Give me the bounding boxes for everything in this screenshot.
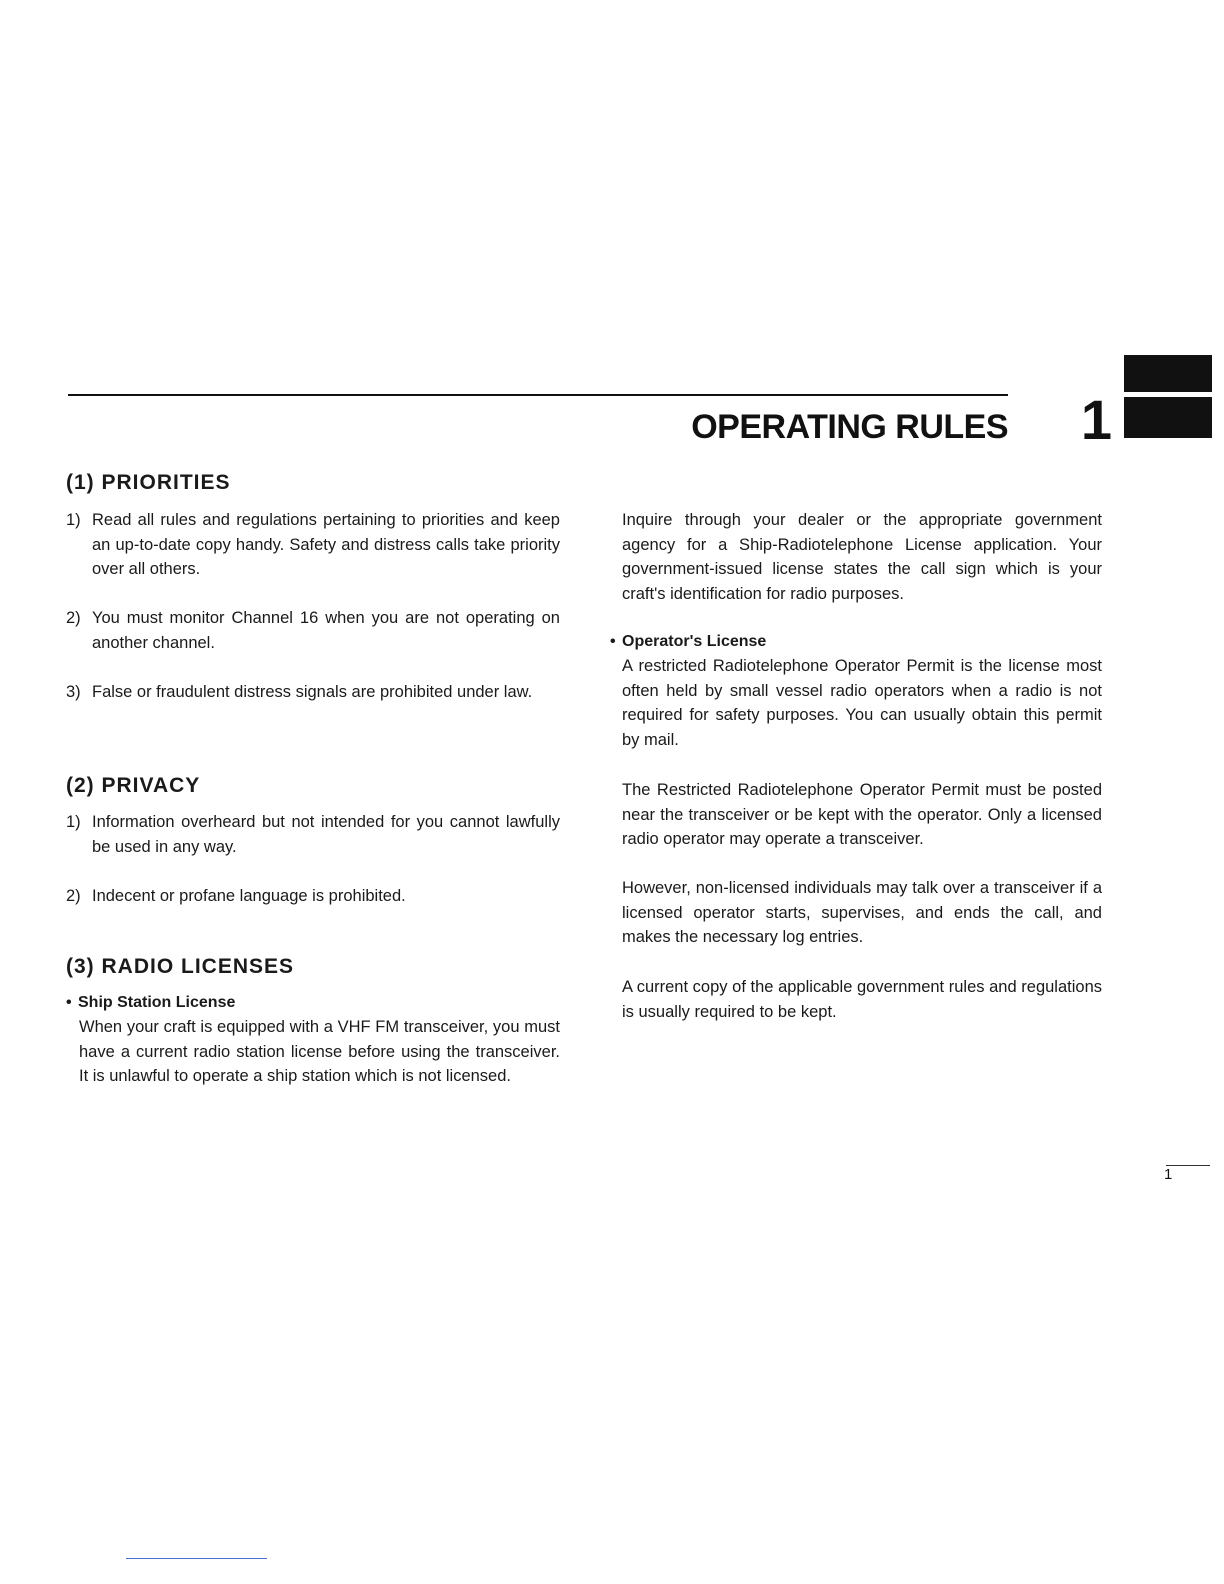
item-text: You must monitor Channel 16 when you are not operating on another channel.: [92, 609, 560, 652]
priorities-item-2: [66, 606, 560, 655]
item-number: 1): [66, 511, 81, 529]
priorities-heading: (1) PRIORITIES: [66, 471, 231, 494]
operators-license-title-text: Operator's License: [622, 633, 767, 650]
priorities-item-1: [66, 508, 560, 582]
item-text: Information overheard but not intended for you cannot lawfully be used in any way.: [92, 813, 560, 856]
chapter-title: OPERATING RULES: [691, 408, 1008, 446]
chapter-tab-marker-lower: [1124, 397, 1212, 438]
operators-license-block: [610, 630, 1102, 753]
bullet-icon: •: [610, 633, 616, 650]
current-copy-paragraph: A current copy of the applicable government rules and regulations is usually required to be kept.: [622, 978, 1102, 1021]
item-text: Indecent or profane language is prohibited.: [92, 887, 406, 905]
operators-license-title: [610, 630, 1102, 654]
item-number: 2): [66, 609, 81, 627]
ship-station-title-text: Ship Station License: [78, 994, 236, 1011]
page-number-rule: [1166, 1165, 1210, 1166]
permit-posting-paragraph: The Restricted Radiotelephone Operator Permit must be posted near the transceiver or be kept with the operator. Only a licensed radio operator may operate a transceiver.: [622, 781, 1102, 849]
operators-license-text: A restricted Radiotelephone Operator Permit is the license most often held by small vessel radio operators when a radio is not required for safety purposes. You can usually obtain this permit by mail.: [622, 657, 1102, 750]
page-number: 1: [1164, 1166, 1173, 1183]
priorities-item-3: [66, 680, 560, 705]
privacy-heading: (2) PRIVACY: [66, 774, 201, 797]
bullet-icon: •: [66, 994, 72, 1011]
chapter-number: 1: [1080, 388, 1112, 451]
item-text: False or fraudulent distress signals are prohibited under law.: [92, 683, 533, 701]
ship-station-license-text: When your craft is equipped with a VHF FM transceiver, you must have a current radio station license before using the transceiver. It is unlawful to operate a ship station which is not licensed.: [79, 1018, 560, 1086]
ship-station-license-block: [66, 991, 560, 1089]
non-licensed-paragraph: However, non-licensed individuals may talk over a transceiver if a licensed operator starts, supervises, and ends the call, and makes the necessary log entries.: [622, 879, 1102, 947]
ship-station-license-title: [66, 991, 560, 1015]
chapter-tab-marker-upper: [1124, 355, 1212, 392]
item-number: 1): [66, 813, 81, 831]
bottom-rule: [126, 1558, 267, 1559]
privacy-item-1: [66, 810, 560, 859]
item-number: 3): [66, 683, 81, 701]
radio-licenses-heading: (3) RADIO LICENSES: [66, 955, 295, 978]
privacy-item-2: [66, 884, 560, 909]
item-number: 2): [66, 887, 81, 905]
item-text: Read all rules and regulations pertaining to priorities and keep an up-to-date copy handy. Safety and distress calls take priority over all others.: [92, 511, 560, 579]
inquire-paragraph: Inquire through your dealer or the appropriate government agency for a Ship-Radiotelephone License application. Your government-issued license states the call sign which is your craft's identification for radio purposes.: [622, 511, 1102, 604]
header-rule: [68, 394, 1008, 396]
